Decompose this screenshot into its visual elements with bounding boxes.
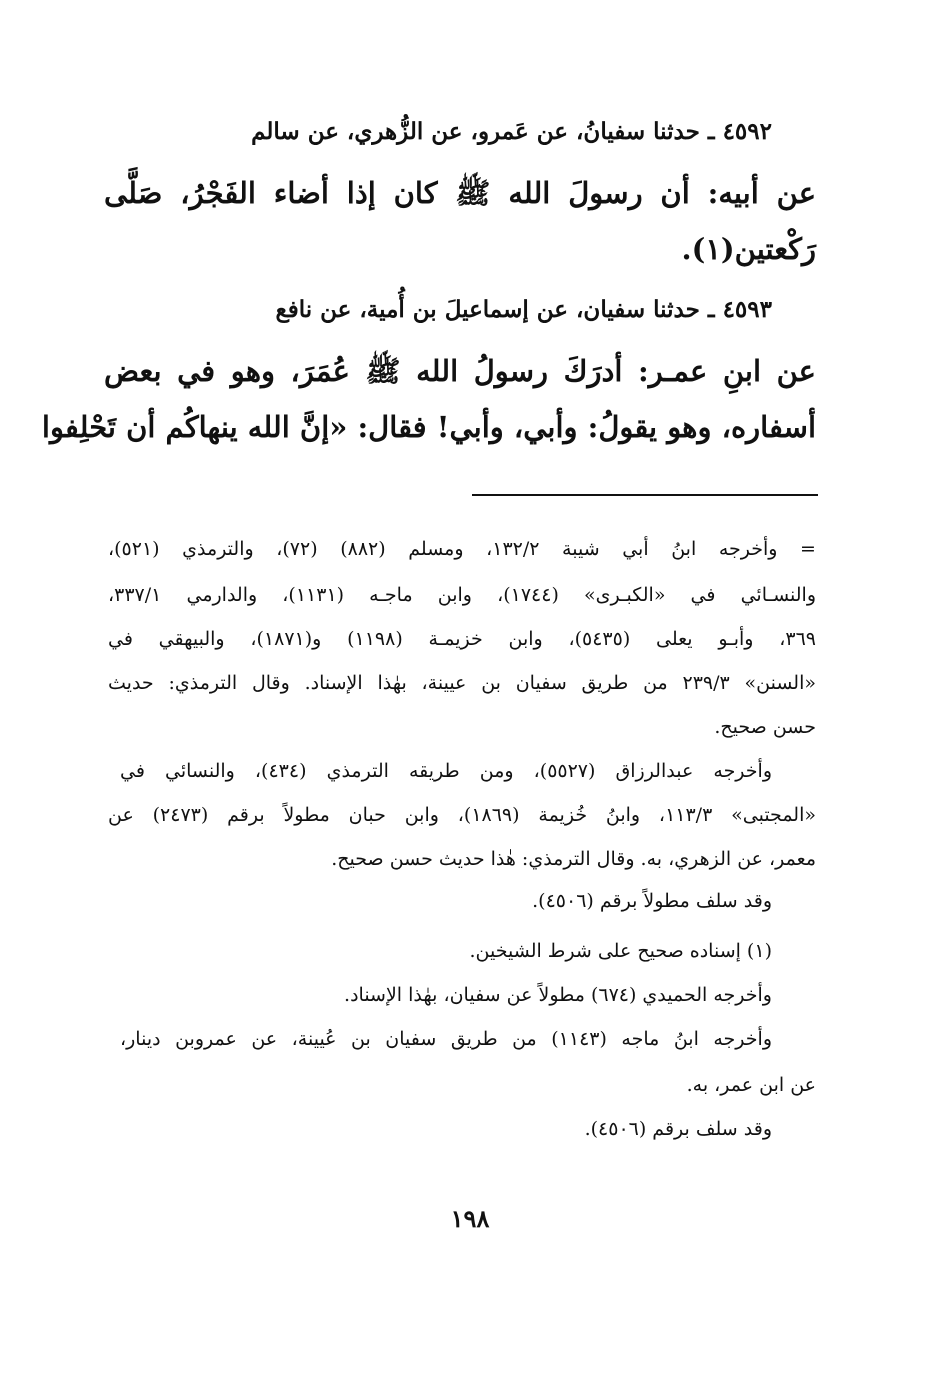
hadith-4593-text-line-1: عن ابنِ عمـر: أدرَكَ رسولُ الله ﷺ عُمَرَ، وهو في بعض <box>104 354 816 388</box>
footnote-divider <box>472 494 818 496</box>
footnote-continued-line-1: = وأخرجه ابنُ أبي شيبة ١٣٢/٢، ومسلم (٨٨٢) (٧٢)، والترمذي (٥٢١)، <box>108 538 816 560</box>
footnote-1-line-2: وأخرجه الحميدي (٦٧٤) مطولاً عن سفيان، بهٰذا الإسناد. <box>344 984 772 1006</box>
footnote-continued-line-6: وأخرجه عبدالرزاق (٥٥٢٧)، ومن طريقه الترمذي (٤٣٤)، والنسائي في <box>120 760 772 782</box>
footnote-continued-line-3: ٣٦٩، وأبـو يعلى (٥٤٣٥)، وابن خزيمـة (١١٩٨) و(١٨٧١)، والبيهقي في <box>108 628 816 650</box>
hadith-4592-heading: ٤٥٩٢ ـ حدثنا سفيانُ، عن عَمرو، عن الزُّهري، عن سالم <box>251 118 772 145</box>
page-number: ١٩٨ <box>450 1204 490 1233</box>
footnote-continued-line-4: «السنن» ٢٣٩/٣ من طريق سفيان بن عيينة، بهٰذا الإسناد. وقال الترمذي: حديث <box>108 672 816 694</box>
footnote-1-line-1: (١) إسناده صحيح على شرط الشيخين. <box>469 940 772 962</box>
footnote-continued-line-8: معمر، عن الزهري، به. وقال الترمذي: هٰذا حديث حسن صحيح. <box>331 848 816 870</box>
footnote-1-line-3: وأخرجه ابنُ ماجه (١١٤٣) من طريق سفيان بن عُيينة، عن عمروبن دينار، <box>120 1028 772 1050</box>
footnote-continued-line-9: وقد سلف مطولاً برقم (٤٥٠٦). <box>532 890 772 912</box>
hadith-4592-text-line-1: عن أبيه: أن رسولَ الله ﷺ كان إذا أضاء الفَجْرُ، صَلَّى <box>104 176 816 210</box>
footnote-continued-line-5: حسن صحيح. <box>714 716 816 738</box>
hadith-4593-text-line-2: أسفاره، وهو يقولُ: وأبي، وأبي! فقال: «إنَّ الله ينهاكُم أن تَحْلِفوا <box>41 410 816 444</box>
hadith-4592-text-line-2: رَكْعتين(١). <box>681 232 816 266</box>
footnote-1-line-4: عن ابن عمر، به. <box>686 1074 816 1096</box>
footnote-continued-line-7: «المجتبى» ١١٣/٣، وابنُ خُزيمة (١٨٦٩)، وابن حبان مطولاً برقم (٢٤٧٣) عن <box>108 804 816 826</box>
hadith-4593-heading: ٤٥٩٣ ـ حدثنا سفيان، عن إسماعيلَ بن أُمية، عن نافع <box>275 296 772 323</box>
footnote-continued-line-2: والنسـائي في «الكبـرى» (١٧٤٤)، وابن ماجـه (١١٣١)، والدارمي ٣٣٧/١، <box>108 584 816 606</box>
footnote-1-line-5: وقد سلف برقم (٤٥٠٦). <box>584 1118 772 1140</box>
